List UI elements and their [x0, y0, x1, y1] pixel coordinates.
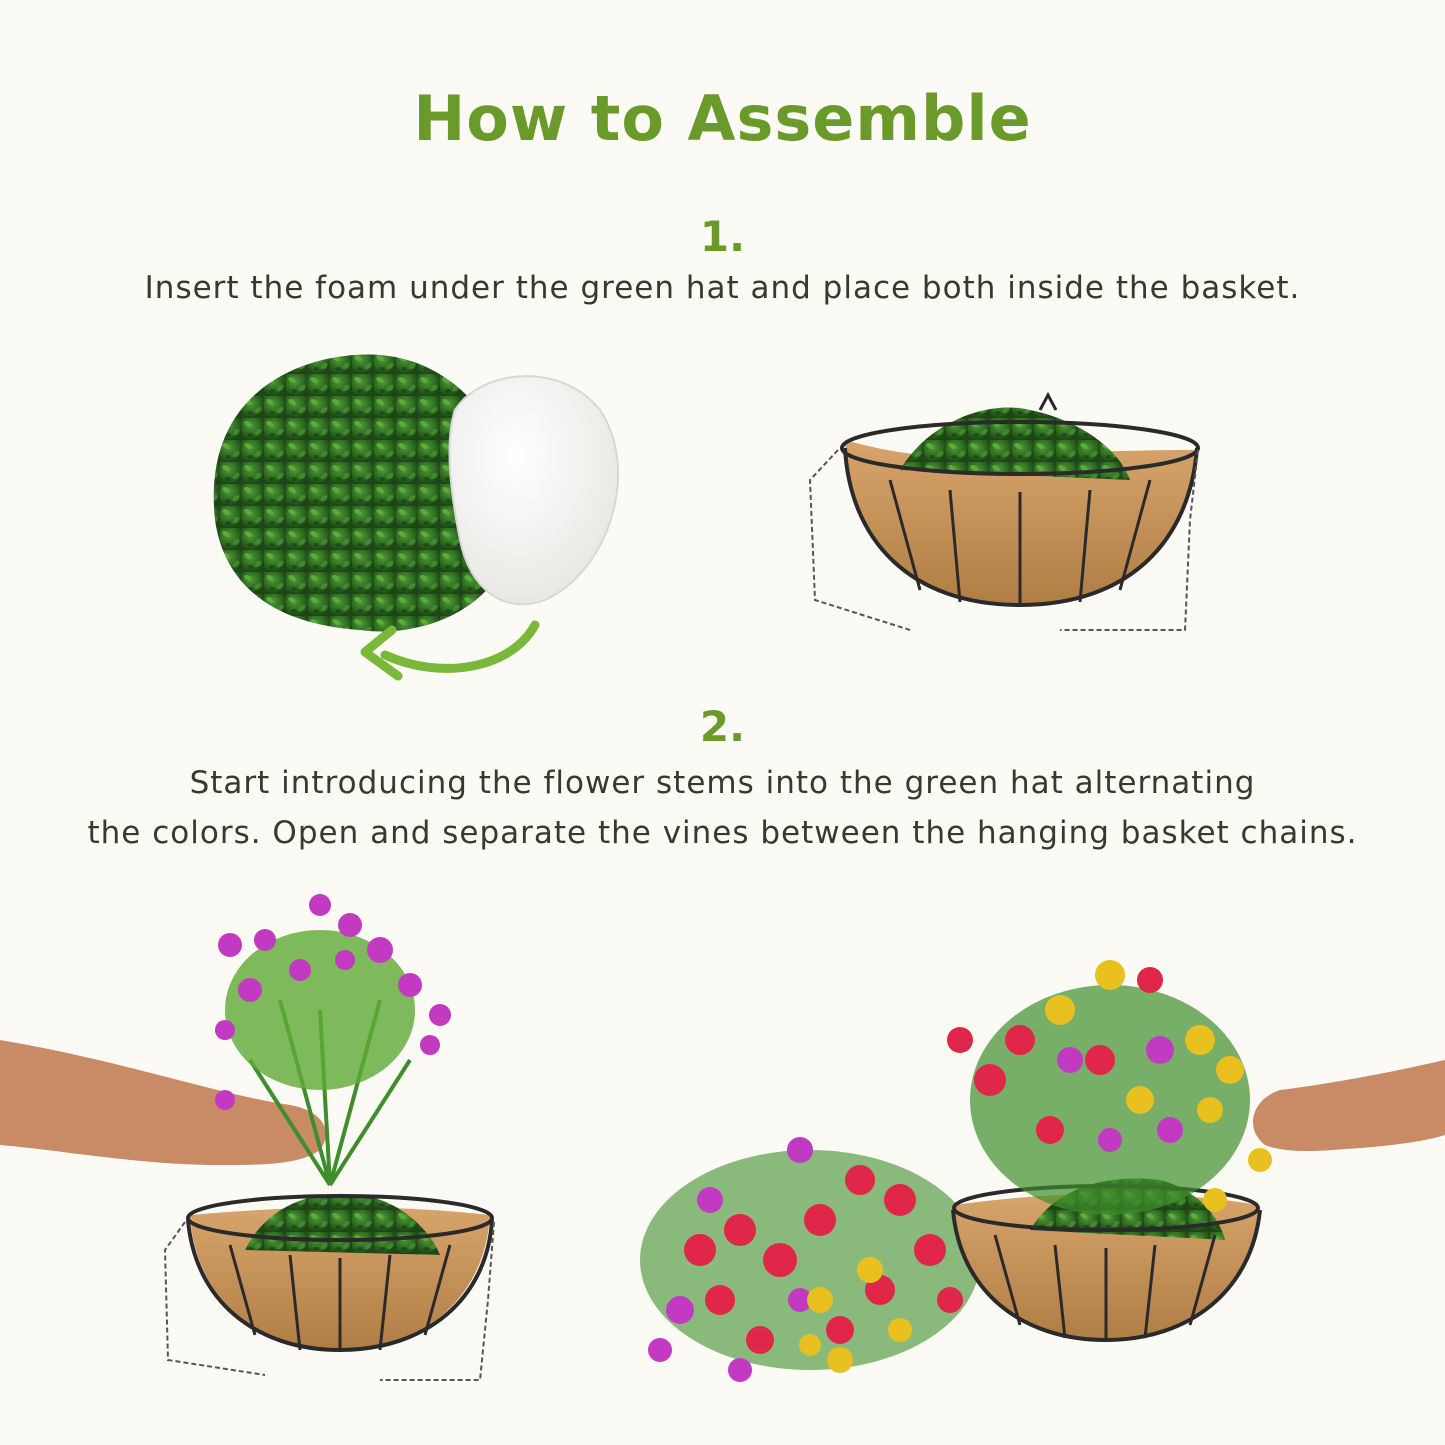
step-2-line-2: the colors. Open and separate the vines between the hanging basket chains. [87, 815, 1358, 851]
basket-left-image [165, 1194, 494, 1380]
insert-arrow-icon [365, 625, 535, 676]
step-2-line-1: Start introducing the flower stems into the green hat alternating [189, 765, 1256, 801]
step-2-number: 2. [699, 702, 746, 751]
flower-pile-image [640, 1137, 980, 1382]
mixed-flower-bouquet-image [947, 960, 1272, 1215]
page-title: How to Assemble [413, 82, 1032, 155]
step-1-number: 1. [699, 212, 746, 261]
step-1-line-1: Insert the foam under the green hat and place both inside the basket. [144, 270, 1301, 306]
hand-right-image [1253, 1060, 1445, 1151]
basket-with-foliage-image [810, 395, 1198, 630]
foam-dome-image [450, 376, 619, 604]
